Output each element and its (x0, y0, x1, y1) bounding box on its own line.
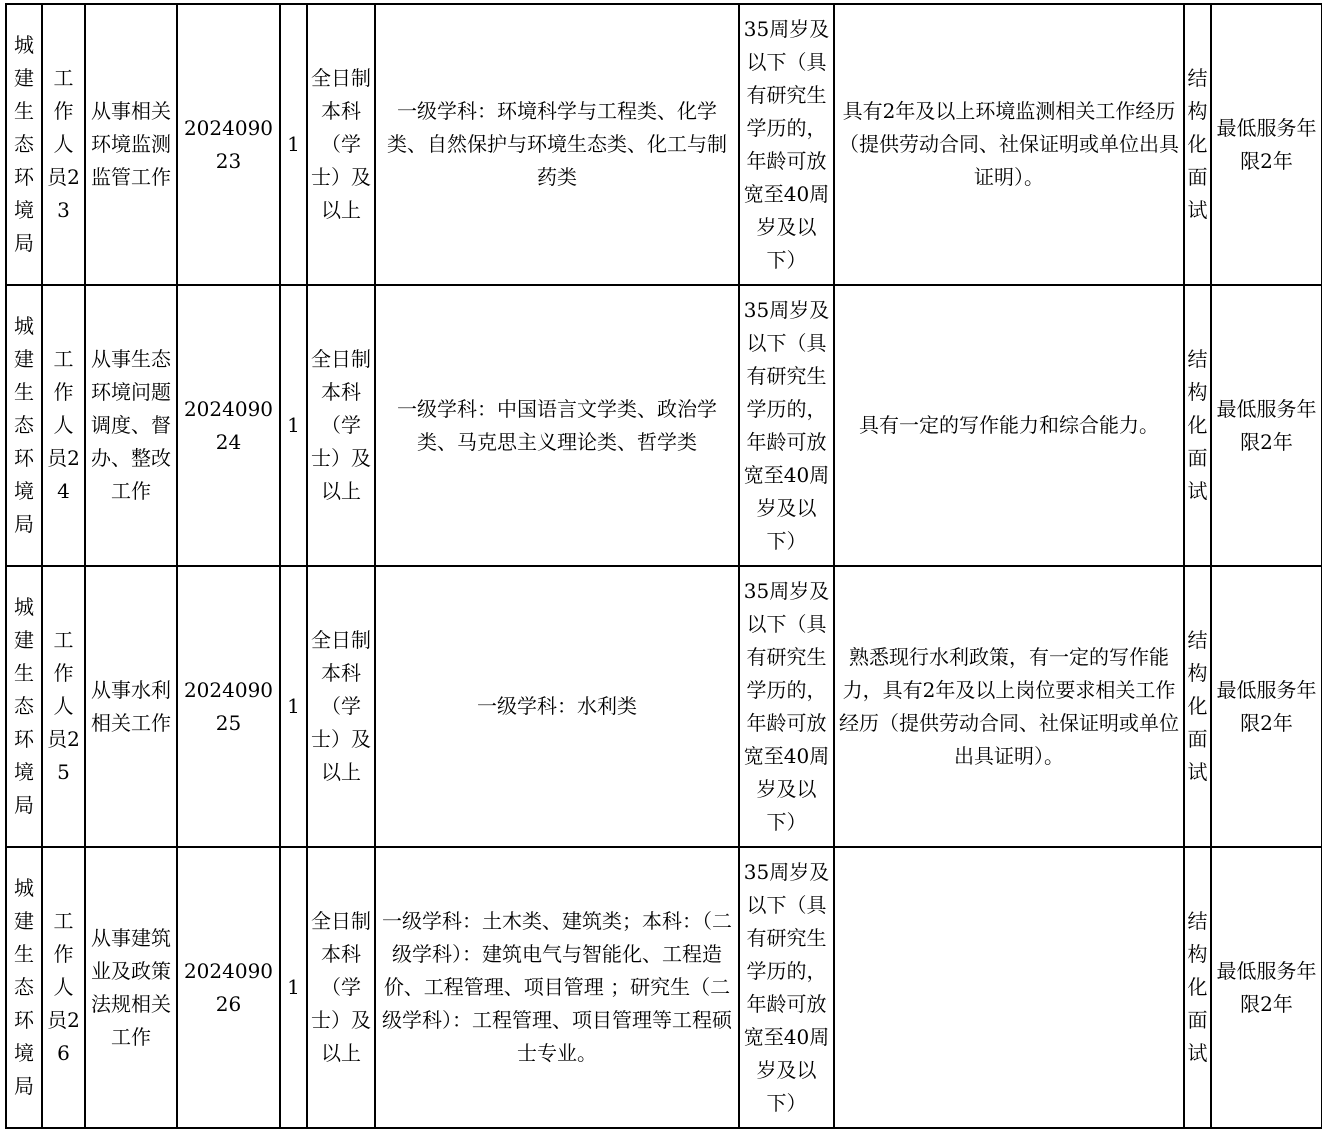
duty-cell: 从事相关环境监测监管工作 (85, 4, 177, 285)
position-cell: 工作人员23 (42, 4, 85, 285)
service-term-cell: 最低服务年限2年 (1211, 285, 1322, 566)
age-cell: 35周岁及以下（具有研究生学历的，年龄可放宽至40周岁及以下） (739, 566, 834, 847)
table-row (6, 4, 1322, 285)
position-code-cell: 202409024 (177, 285, 280, 566)
major-cell: 一级学科：中国语言文学类、政治学类、马克思主义理论类、哲学类 (375, 285, 739, 566)
exam-method-cell: 结构化面试 (1184, 4, 1211, 285)
other-requirements-cell (834, 847, 1184, 1128)
other-requirements-cell: 具有2年及以上环境监测相关工作经历（提供劳动合同、社保证明或单位出具证明）。 (834, 4, 1184, 285)
recruitment-table (5, 3, 1322, 1129)
major-cell: 一级学科：土木类、建筑类；本科：（二级学科）：建筑电气与智能化、工程造价、工程管理、项目管理 ；研究生（二级学科）：工程管理、项目管理等工程硕士专业。 (375, 847, 739, 1128)
table-row (6, 566, 1322, 847)
dept-cell: 城建生态环境局 (6, 4, 42, 285)
exam-method-cell: 结构化面试 (1184, 285, 1211, 566)
recruit-count-cell: 1 (280, 847, 307, 1128)
exam-method-cell: 结构化面试 (1184, 566, 1211, 847)
position-code-cell: 202409026 (177, 847, 280, 1128)
recruit-count-cell: 1 (280, 4, 307, 285)
position-cell: 工作人员25 (42, 566, 85, 847)
recruit-count-cell: 1 (280, 285, 307, 566)
education-cell: 全日制本科（学士）及以上 (307, 285, 375, 566)
other-requirements-cell: 熟悉现行水利政策，有一定的写作能力，具有2年及以上岗位要求相关工作经历（提供劳动合同、社保证明或单位出具证明）。 (834, 566, 1184, 847)
service-term-cell: 最低服务年限2年 (1211, 4, 1322, 285)
position-cell: 工作人员26 (42, 847, 85, 1128)
major-cell: 一级学科：水利类 (375, 566, 739, 847)
exam-method-cell: 结构化面试 (1184, 847, 1211, 1128)
table-row (6, 847, 1322, 1128)
education-cell: 全日制本科（学士）及以上 (307, 847, 375, 1128)
position-code-cell: 202409025 (177, 566, 280, 847)
education-cell: 全日制本科（学士）及以上 (307, 4, 375, 285)
position-code-cell: 202409023 (177, 4, 280, 285)
education-cell: 全日制本科（学士）及以上 (307, 566, 375, 847)
age-cell: 35周岁及以下（具有研究生学历的，年龄可放宽至40周岁及以下） (739, 4, 834, 285)
service-term-cell: 最低服务年限2年 (1211, 847, 1322, 1128)
duty-cell: 从事水利相关工作 (85, 566, 177, 847)
table-row (6, 285, 1322, 566)
recruit-count-cell: 1 (280, 566, 307, 847)
other-requirements-cell: 具有一定的写作能力和综合能力。 (834, 285, 1184, 566)
duty-cell: 从事建筑业及政策法规相关工作 (85, 847, 177, 1128)
dept-cell: 城建生态环境局 (6, 285, 42, 566)
position-cell: 工作人员24 (42, 285, 85, 566)
age-cell: 35周岁及以下（具有研究生学历的，年龄可放宽至40周岁及以下） (739, 285, 834, 566)
age-cell: 35周岁及以下（具有研究生学历的，年龄可放宽至40周岁及以下） (739, 847, 834, 1128)
major-cell: 一级学科：环境科学与工程类、化学类、自然保护与环境生态类、化工与制药类 (375, 4, 739, 285)
service-term-cell: 最低服务年限2年 (1211, 566, 1322, 847)
dept-cell: 城建生态环境局 (6, 847, 42, 1128)
duty-cell: 从事生态环境问题调度、督办、整改工作 (85, 285, 177, 566)
dept-cell: 城建生态环境局 (6, 566, 42, 847)
